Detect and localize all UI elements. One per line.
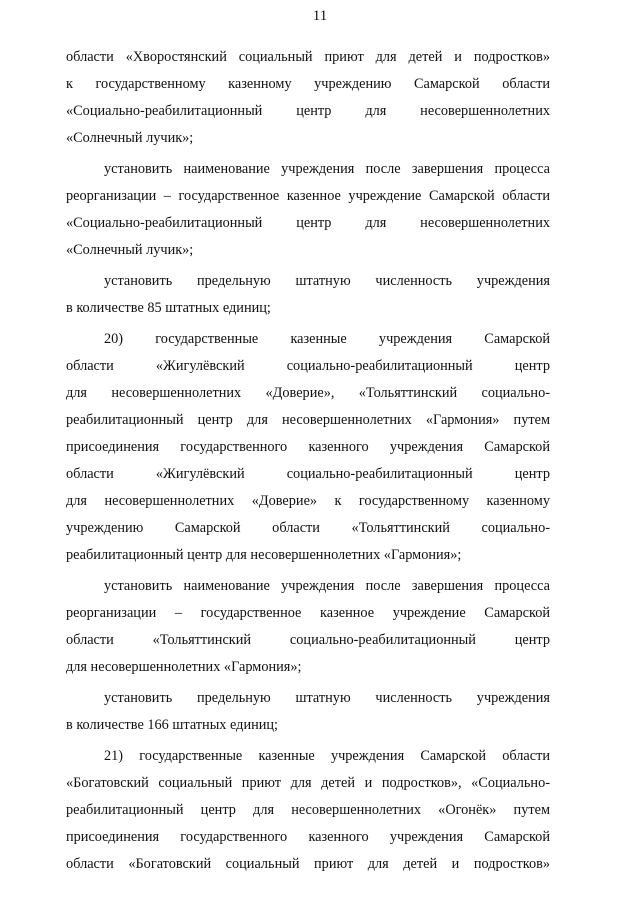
text-line: «Солнечный лучик»; xyxy=(66,242,194,258)
text-line: в количестве 166 штатных единиц; xyxy=(66,717,279,733)
text-line: области «Жигулёвский социально-реабилитационный центр xyxy=(66,358,550,374)
text-line: области «Жигулёвский социально-реабилитационный центр xyxy=(66,466,550,482)
text-line: реабилитационный центр для несовершеннолетних «Гармония»; xyxy=(66,547,462,563)
text-line: «Богатовский социальный приют для детей и подростков», «Социально- xyxy=(66,775,550,791)
text-line: области «Тольяттинский социально-реабилитационный центр xyxy=(66,632,550,648)
text-line: «Социально-реабилитационный центр для несовершеннолетних xyxy=(66,215,550,231)
text-line: установить предельную штатную численность учреждения xyxy=(104,690,550,706)
text-line: реорганизации – государственное казенное учреждение Самарской xyxy=(66,605,550,621)
text-line: области «Богатовский социальный приют для детей и подростков» xyxy=(66,856,550,872)
text-line: реорганизации – государственное казенное учреждение Самарской области xyxy=(66,188,550,204)
text-line: к государственному казенному учреждению Самарской области xyxy=(66,76,550,92)
text-line: для несовершеннолетних «Доверие» к государственному казенному xyxy=(66,493,550,509)
text-line: для несовершеннолетних «Гармония»; xyxy=(66,659,302,675)
document-body xyxy=(66,44,550,878)
text-line: установить наименование учреждения после завершения процесса xyxy=(104,578,550,594)
text-line: области «Хворостянский социальный приют для детей и подростков» xyxy=(66,49,550,65)
text-line: для несовершеннолетних «Доверие», «Тольяттинский социально- xyxy=(66,385,550,401)
text-line: учреждению Самарской области «Тольяттинский социально- xyxy=(66,520,550,536)
text-line: установить наименование учреждения после завершения процесса xyxy=(104,161,550,177)
text-line: присоединения государственного казенного учреждения Самарской xyxy=(66,439,550,455)
text-line: «Социально-реабилитационный центр для несовершеннолетних xyxy=(66,103,550,119)
text-line: реабилитационный центр для несовершеннолетних «Гармония» путем xyxy=(66,412,550,428)
text-line: реабилитационный центр для несовершеннолетних «Огонёк» путем xyxy=(66,802,550,818)
text-line: «Солнечный лучик»; xyxy=(66,130,194,146)
text-line: 20) государственные казенные учреждения Самарской xyxy=(104,331,550,347)
text-line: присоединения государственного казенного учреждения Самарской xyxy=(66,829,550,845)
text-line: 21) государственные казенные учреждения Самарской области xyxy=(104,748,550,764)
page-number: 11 xyxy=(312,8,328,24)
text-line: в количестве 85 штатных единиц; xyxy=(66,300,271,316)
text-line: установить предельную штатную численность учреждения xyxy=(104,273,550,289)
